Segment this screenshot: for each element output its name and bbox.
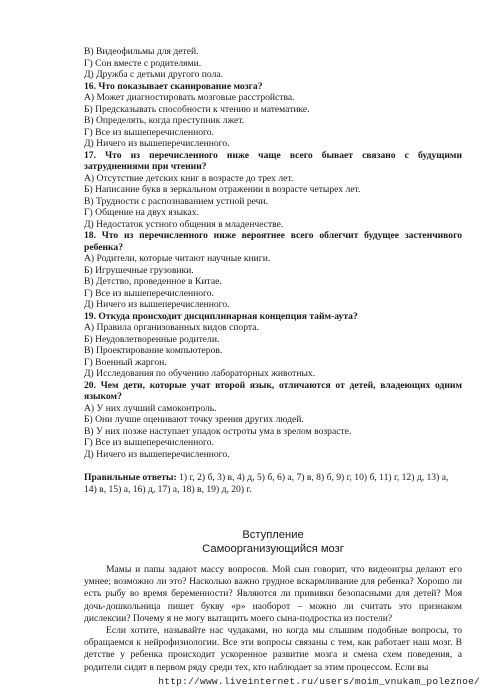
question-20 xyxy=(84,380,462,461)
option-line: Г) Военный жаргон. xyxy=(84,356,167,368)
option-line: Д) Ничего из вышеперечисленного. xyxy=(84,299,230,310)
option-line: В) Определять, когда преступник лжет. xyxy=(84,115,245,126)
previous-question-options xyxy=(84,46,462,81)
question-text: 20. Чем дети, которые учат второй язык, отличаются от детей, владеющих одним языком? xyxy=(84,379,462,402)
option-line: Б) Написание букв в зеркальном отражении в возрасте четырех лет. xyxy=(84,184,361,195)
question-text: 17. Что из перечисленного ниже чаще всего бывает связано с будущими затруднениями при чтении? xyxy=(84,149,462,172)
source-url: http://www.liveinternet.ru/users/moim_vnukam_poleznoe/ xyxy=(158,676,480,687)
option-line: В) Детство, проведенное в Китае. xyxy=(84,276,222,287)
option-line: В) Трудности с распознаванием устной речи. xyxy=(84,195,269,207)
option-line: Г) Все из вышеперечисленного. xyxy=(84,287,214,299)
option-line: А) Отсутствие детских книг в возрасте до трех лет. xyxy=(84,172,294,184)
option-line: Б) Неудовлетворенные родители. xyxy=(84,333,220,345)
option-line: Д) Ничего из вышеперечисленного. xyxy=(84,138,230,149)
option-line: А) Родители, которые читают научные книги. xyxy=(84,253,271,264)
answers-title: Правильные ответы: xyxy=(84,472,177,483)
option-line: Г) Сон вместе с родителями. xyxy=(84,57,202,69)
paragraph: Если хотите, называйте нас чудаками, но когда мы слышим подобные вопросы, то обращаемся к нейрофизиологии. Все эти вопросы связаны с тем, как работает наш мозг. В детстве у ребенка происходит ускоренное развитие мозга и смена схем поведения, а родители сидят в первом ряду среди тех, кто наблюдает за этим процессом. Если вы xyxy=(84,625,462,673)
section-heading xyxy=(84,529,462,556)
question-text: 16. Что показывает сканирование мозга? xyxy=(84,80,263,92)
option-line: Д) Исследования по обучению лабораторных животных. xyxy=(84,368,316,379)
section-subtitle: Самоорганизующийся мозг xyxy=(202,542,344,555)
question-17 xyxy=(84,150,462,231)
question-text: 18. Что из перечисленного ниже вероятнее всего облегчит будущее застенчивого ребенка? xyxy=(84,230,462,253)
page-content xyxy=(84,46,462,674)
option-line: В) У них позже наступает упадок остроты ума в зрелом возрасте. xyxy=(84,425,352,437)
option-line: А) У них лучший самоконтроль. xyxy=(84,402,217,414)
option-line: А) Может диагностировать мозговые расстройства. xyxy=(84,92,295,103)
option-line: В) Видеофильмы для детей. xyxy=(84,46,199,57)
option-line: Б) Игрушечные грузовики. xyxy=(84,264,194,276)
question-text: 19. Откуда происходит дисциплинарная концепция тайм-аута? xyxy=(84,310,358,322)
option-line: Б) Предсказывать способности к чтению и математике. xyxy=(84,103,310,115)
option-line: Г) Все из вышеперечисленного. xyxy=(84,126,214,138)
option-line: Б) Они лучше оценивают точку зрения других людей. xyxy=(84,414,304,425)
section-title: Вступление xyxy=(242,529,304,541)
option-line: Г) Общение на двух языках. xyxy=(84,207,200,218)
question-18 xyxy=(84,230,462,311)
option-line: В) Проектирование компьютеров. xyxy=(84,345,223,356)
option-line: Д) Ничего из вышеперечисленного. xyxy=(84,448,230,460)
correct-answers xyxy=(84,472,462,495)
question-16 xyxy=(84,81,462,150)
option-line: Д) Дружба с детьми другого пола. xyxy=(84,69,224,80)
option-line: Д) Недостаток устного общения в младенчестве. xyxy=(84,218,284,230)
option-line: Г) Все из вышеперечисленного. xyxy=(84,437,214,448)
paragraph: Мамы и папы задают массу вопросов. Мой сын говорит, что видеоигры делают его умнее; возможно ли это? Насколько важно грудное вскармливание для ребенка? Хорошо ли есть рыбу во время беременности? Являются ли прививки безопасными для детей? Моя дочь-дошкольница пишет букву «р» наоборот – можно ли считать это признаком дислексии? Почему я не могу вытащить моего сына-подростка из постели? xyxy=(84,564,462,624)
answers-text: 1) г, 2) б, 3) в, 4) д, 5) б, 6) а, 7) в, 8) б, 9) г, 10) б, 11) г, 12) д, 13) а, 14) в, 15) а, 16) д, 17) а, 18) в, 19) д, 20) г. xyxy=(84,472,449,495)
question-19 xyxy=(84,311,462,380)
option-line: А) Правила организованных видов спорта. xyxy=(84,322,259,333)
